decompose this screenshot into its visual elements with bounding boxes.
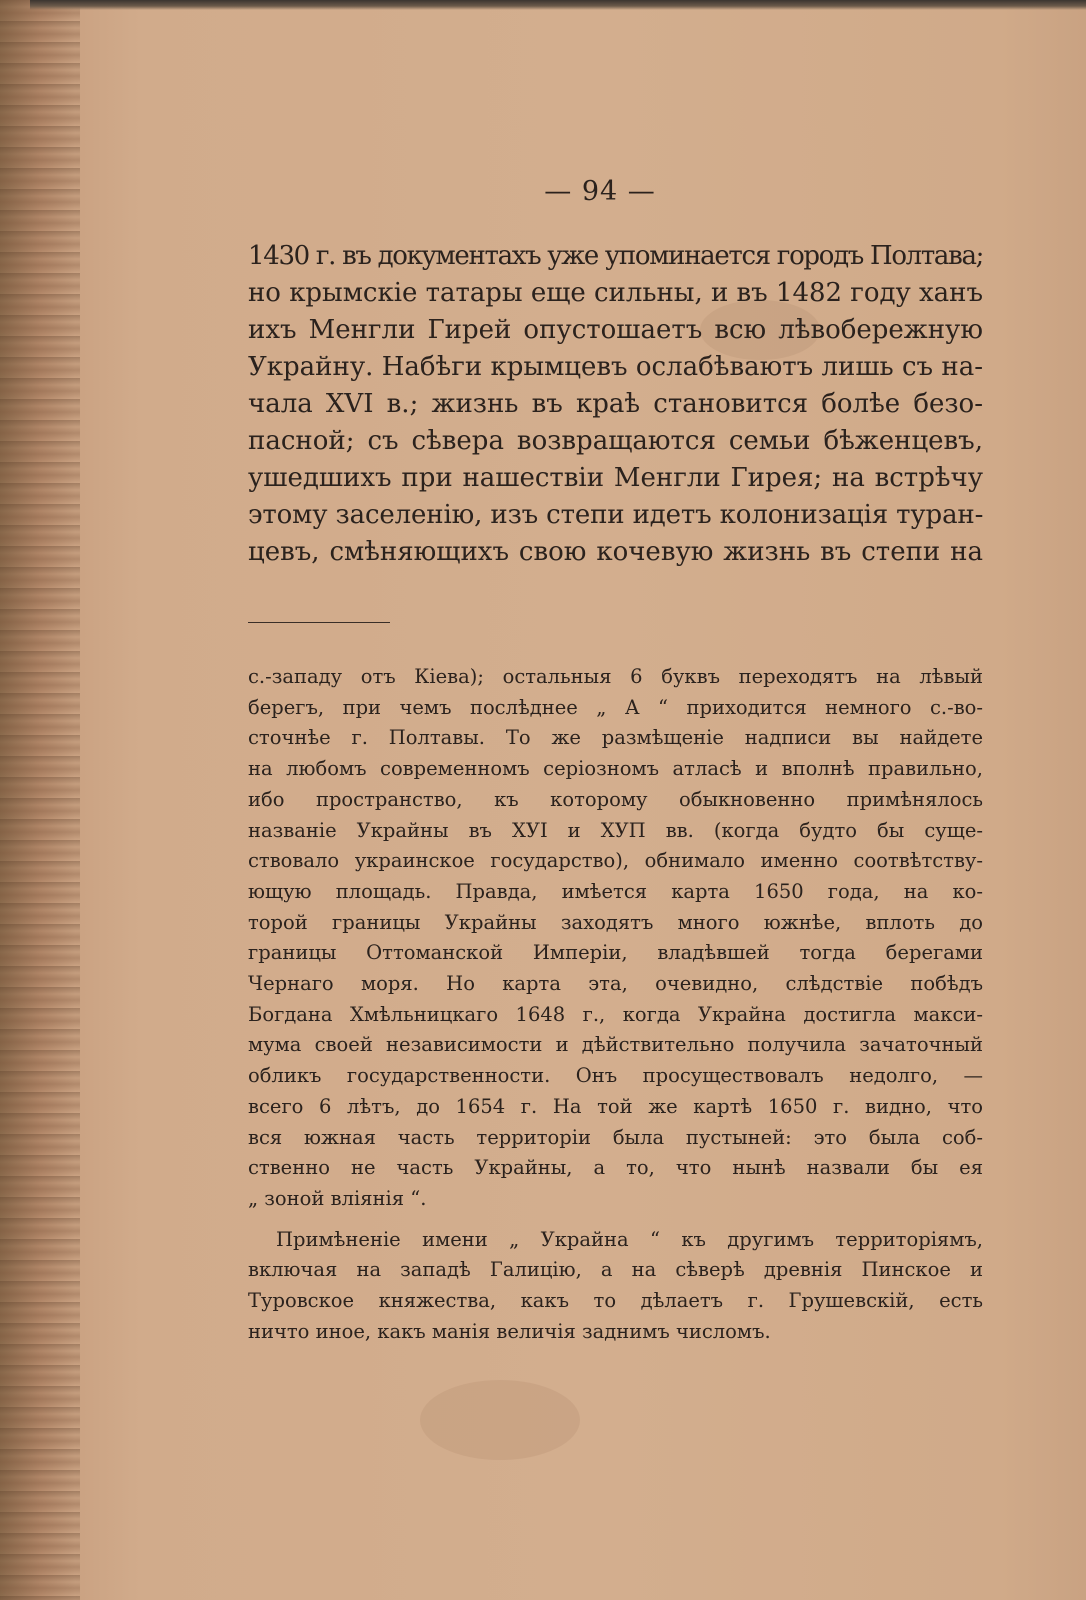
footnote-line: ющую площадь. Правда, имѣется карта 1650 года, на ко- [248,879,983,903]
footnote-line: ибо пространство, къ которому обыкновенно примѣнялось [248,787,983,811]
footnote-line: вся южная часть территоріи была пустыней: это была соб- [248,1125,983,1149]
footnote-line: с.-западу отъ Кіева); остальныя 6 буквъ переходятъ на лѣвый [248,665,983,688]
page-spine-edge [0,0,80,1600]
footnote-line: „ зоной вліянія “. [248,1186,427,1210]
footnote-line: ствовало украинское государство), обнимало именно соотвѣтству- [248,849,983,873]
footnote-line: названіе Украйны въ XУІ и XУП вв. (когда будто бы суще- [248,818,983,842]
footnote-line: Туровское княжества, какъ то дѣлаетъ г. Грушевскій, есть [248,1289,983,1313]
footnote [248,662,983,1347]
main-text-line: но крымскіе татары еще сильны, и въ 1482 году ханъ [248,278,983,308]
main-text-line: 1430 г. въ документахъ уже упоминается городъ Полтава; [248,241,984,271]
main-text-line: ушедшихъ при нашествіи Менгли Гирея; на встрѣчу [248,463,983,493]
footnote-line: торой границы Украйны заходятъ много южнѣе, вплоть до [248,910,983,934]
footnote-line: берегъ, при чемъ послѣднее „ А “ приходится немного с.-во- [248,695,983,719]
footnote-line: ственно не часть Украйны, а то, что нынѣ назвали бы ея [248,1156,983,1180]
footnote-line: на любомъ современномъ серіозномъ атласѣ и вполнѣ правильно, [248,757,983,781]
main-text-line: пасной; съ сѣвера возвращаются семьи бѣженцевъ, [248,426,983,456]
footnote-line: Богдана Хмѣльницкаго 1648 г., когда Украйна достигла макси- [248,1002,983,1026]
footnote-line: Примѣненіе имени „ Украйна “ къ другимъ территоріямъ, [276,1227,983,1251]
footnote-line: всего 6 лѣтъ, до 1654 г. На той же картѣ 1650 г. видно, что [248,1094,983,1118]
main-text-line: цевъ, смѣняющихъ свою кочевую жизнь въ степи на [248,537,983,567]
footnote-separator-rule [248,622,390,623]
footnote-line: сточнѣе г. Полтавы. То же размѣщеніе надписи вы найдете [248,726,983,750]
paper-stain [420,1380,580,1460]
footnote-line: ничто иное, какъ манія величія заднимъ числомъ. [248,1319,771,1343]
page-number: — 94 — [544,176,656,207]
footnote-line: мума своей независимости и дѣйствительно получила зачаточный [248,1033,983,1057]
footnote-line: Чернаго моря. Но карта эта, очевидно, слѣдствіе побѣдъ [248,972,983,996]
main-text-line: чала XVI в.; жизнь въ краѣ становится болѣе безо- [248,389,983,419]
paragraph-gap [248,1215,983,1225]
main-text [248,238,983,571]
footnote-line: включая на западѣ Галицію, а на сѣверѣ древнія Пинское и [248,1258,983,1282]
main-text-line: ихъ Менгли Гирей опустошаетъ всю лѣвобережную [248,315,983,345]
footnote-line: обликъ государственности. Онъ просуществовалъ недолго, — [248,1064,983,1088]
main-text-line: этому заселенію, изъ степи идетъ колонизація туран- [248,500,984,530]
footnote-line: границы Оттоманской Имперіи, владѣвшей тогда берегами [248,941,983,965]
main-text-line: Украйну. Набѣги крымцевъ ослабѣваютъ лишь съ на- [248,352,983,382]
page-top-edge [30,0,1086,10]
